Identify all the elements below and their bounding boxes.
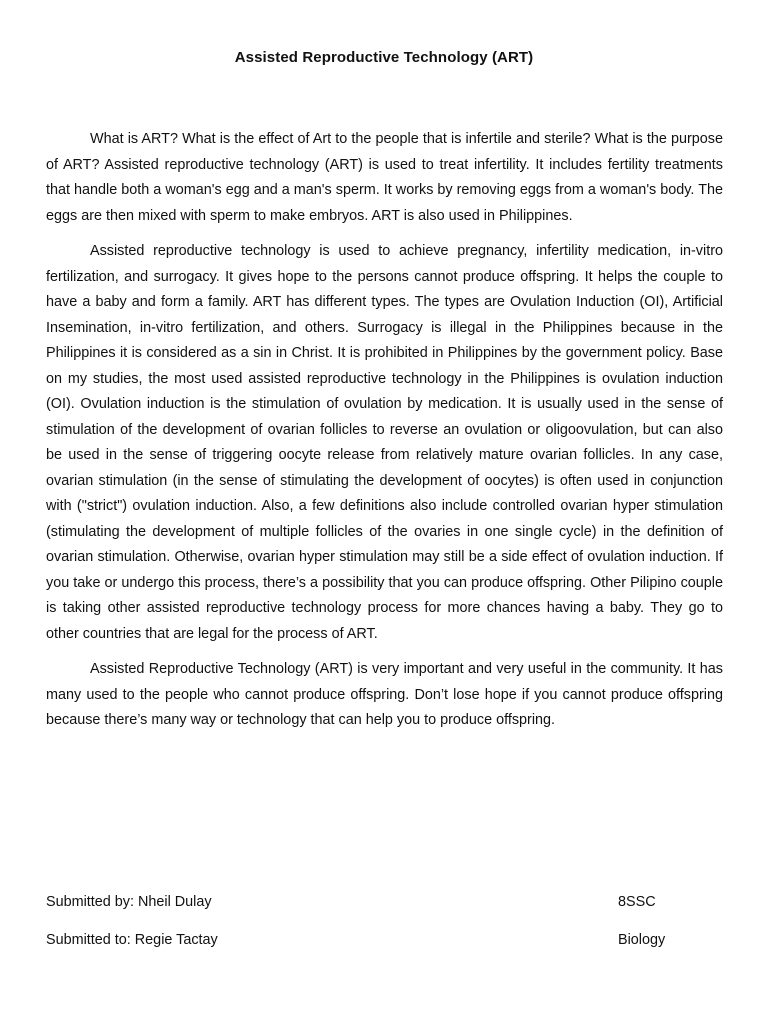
subject-label: Biology xyxy=(618,932,666,948)
document-title: Assisted Reproductive Technology (ART) xyxy=(234,49,534,66)
paragraph-conclusion: Assisted Reproductive Technology (ART) is very important and very useful in the community. It has many used to the people who cannot produce offspring. Don’t lose hope if you cannot produce offspring because there’s many way or technology that can help you to produce offspring. xyxy=(46,661,723,728)
submitted-by: Submitted by: Nheil Dulay xyxy=(46,894,212,910)
submitted-to: Submitted to: Regie Tactay xyxy=(46,932,218,948)
paragraph-types: Assisted reproductive technology is used to achieve pregnancy, infertility medication, in-vitro fertilization, and surrogacy. It gives hope to the persons cannot produce offspring. It helps the couple to have a baby and form a family. ART has different types. The types are Ovulation Induction (OI), Artificial Insemination, in-vitro fertilization, and others. Surrogacy is illegal in the Philippines because in the Philippines it is considered as a sin in Christ. It is prohibited in Philippines by the government policy. Base on my studies, the most used assisted reproductive technology in the Philippines is ovulation induction (OI). Ovulation induction is the stimulation of ovulation by medication. It is usually used in the sense of stimulation of the development of ovarian follicles to reverse an ovulation or oligoovulation, but can also be used in the sense of triggering oocyte release from relatively mature ovarian follicles. In any case, ovarian stimulation (in the sense of stimulating the development of oocytes) is often used in conjunction with ("strict") ovulation induction. Also, a few definitions also include controlled ovarian hyper stimulation (stimulating the development of multiple follicles of the ovaries in one single cycle) in the definition of ovarian stimulation. Otherwise, ovarian hyper stimulation may still be a side effect of ovulation induction. If you take or undergo this process, there’s a possibility that you can produce offspring. Other Pilipino couple is taking other assisted reproductive technology process for more chances having a baby. They go to other countries that are legal for the process of ART. xyxy=(46,243,723,642)
document-body xyxy=(46,127,723,744)
paragraph-intro: What is ART? What is the effect of Art to the people that is infertile and sterile? What is the purpose of ART? Assisted reproductive technology (ART) is used to treat infertility. It includes fertility treatments that handle both a woman's egg and a man's sperm. It works by removing eggs from a woman's body. The eggs are then mixed with sperm to make embryos. ART is also used in Philippines. xyxy=(46,131,723,224)
section-label: 8SSC xyxy=(618,894,656,910)
